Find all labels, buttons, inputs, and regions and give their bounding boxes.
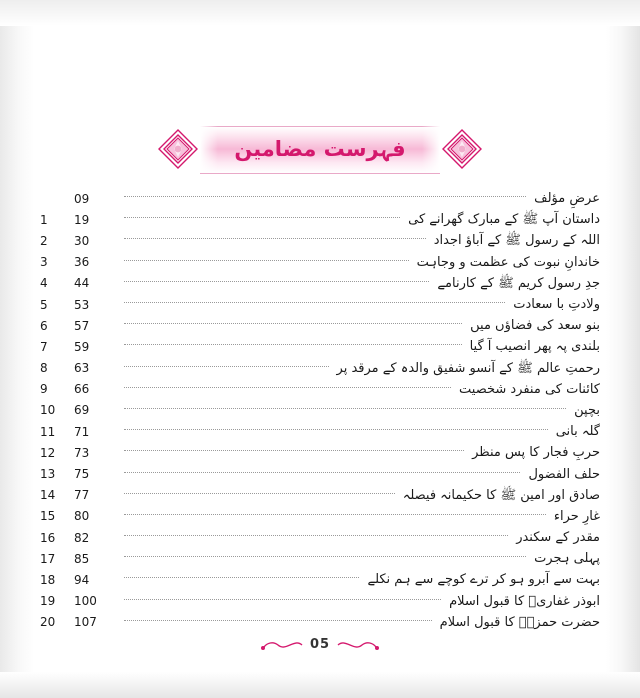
toc-entry-title: داستان آپ ﷺ کے مبارک گھرانے کی xyxy=(408,212,600,228)
toc-entry-index: 19 xyxy=(40,594,56,609)
toc-entry-page: 59 xyxy=(74,339,90,354)
toc-entry-page: 100 xyxy=(74,594,97,609)
toc-leader-dots xyxy=(124,514,546,515)
toc-leader-dots xyxy=(124,472,520,473)
toc-leader-dots xyxy=(124,535,508,536)
footer-page-number: 05 xyxy=(309,637,331,652)
toc-entry-title: عرضِ مؤلف xyxy=(534,191,600,207)
toc-entry-title: بلندی پہ پھر انصیب آ گیا xyxy=(469,339,600,355)
toc-entry-page: 19 xyxy=(74,212,90,227)
toc-row[interactable] xyxy=(40,188,600,209)
toc-row[interactable] xyxy=(40,358,600,379)
toc-row[interactable] xyxy=(40,463,600,484)
toc-entry-page: 107 xyxy=(74,615,97,630)
toc-leader-dots xyxy=(124,408,566,409)
toc-leader-dots xyxy=(124,577,359,578)
diamond-ornament-icon xyxy=(440,127,484,171)
toc-row[interactable] xyxy=(40,209,600,230)
toc-entry-title: حضرت حمزہؓ کا قبول اسلام xyxy=(439,614,600,630)
toc-entry-title: ولادتِ با سعادت xyxy=(513,297,600,313)
toc-entry-title: رحمتِ عالم ﷺ کے آنسو شفیق والدہ کے مرقد پر xyxy=(336,360,600,376)
toc-entry-page: 75 xyxy=(74,467,90,482)
toc-entry-page: 09 xyxy=(74,191,90,206)
toc-row[interactable] xyxy=(40,315,600,336)
toc-entry-page: 53 xyxy=(74,297,90,312)
toc-row[interactable] xyxy=(40,485,600,506)
toc-entry-page: 82 xyxy=(74,530,90,545)
toc-row[interactable] xyxy=(40,400,600,421)
toc-entry-index: 10 xyxy=(40,403,56,418)
toc-entry-index: 13 xyxy=(40,467,56,482)
toc-header xyxy=(152,118,488,180)
toc-entry-index: 15 xyxy=(40,509,56,524)
toc-entry-title: ابوذر غفاریؓ کا قبول اسلام xyxy=(449,593,600,609)
toc-leader-dots xyxy=(124,429,548,430)
toc-leader-dots xyxy=(124,281,429,282)
toc-leader-dots xyxy=(124,387,451,388)
toc-row[interactable] xyxy=(40,273,600,294)
toc-row[interactable] xyxy=(40,548,600,569)
toc-entry-page: 57 xyxy=(74,318,90,333)
toc-entry-page: 85 xyxy=(74,551,90,566)
flourish-ornament-icon xyxy=(336,638,380,652)
toc-entry-index: 7 xyxy=(40,339,48,354)
toc-entry-index: 2 xyxy=(40,233,48,248)
toc-leader-dots xyxy=(124,323,462,324)
toc-row[interactable] xyxy=(40,612,600,633)
toc-leader-dots xyxy=(124,260,409,261)
toc-row[interactable] xyxy=(40,252,600,273)
toc-entry-index: 12 xyxy=(40,445,56,460)
toc-entry-index: 5 xyxy=(40,297,48,312)
toc-entry-title: بچپن xyxy=(574,402,600,418)
toc-entry-page: 36 xyxy=(74,255,90,270)
toc-entry-title: حربِ فجار کا پس منظر xyxy=(472,445,600,461)
toc-entry-title: صادق اور امین ﷺ کا حکیمانہ فیصلہ xyxy=(402,487,600,503)
toc-entry-index: 20 xyxy=(40,615,56,630)
page-title: فہرست مضامین xyxy=(234,136,406,161)
toc-entry-index: 14 xyxy=(40,488,56,503)
toc-row[interactable] xyxy=(40,230,600,251)
toc-leader-dots xyxy=(124,599,441,600)
toc-entry-index: 3 xyxy=(40,255,48,270)
toc-leader-dots xyxy=(124,556,526,557)
toc-entry-page: 44 xyxy=(74,276,90,291)
page-footer xyxy=(0,637,640,652)
toc-leader-dots xyxy=(124,450,464,451)
toc-entry-index: 17 xyxy=(40,551,56,566)
toc-entry-index: 9 xyxy=(40,382,48,397)
toc-entry-page: 80 xyxy=(74,509,90,524)
toc-leader-dots xyxy=(124,302,505,303)
toc-row[interactable] xyxy=(40,379,600,400)
toc-entry-page: 77 xyxy=(74,488,90,503)
toc-entry-page: 69 xyxy=(74,403,90,418)
toc-entry-title: جدِ رسول کریم ﷺ کے کارنامے xyxy=(437,275,600,291)
toc-entry-title: بنو سعد کی فضاؤں میں xyxy=(470,318,600,334)
toc-leader-dots xyxy=(124,196,526,197)
toc-entry-index: 6 xyxy=(40,318,48,333)
toc-entry-index: 18 xyxy=(40,572,56,587)
toc-row[interactable] xyxy=(40,336,600,357)
toc-row[interactable] xyxy=(40,527,600,548)
toc-entry-title: گلہ بانی xyxy=(555,424,600,440)
toc-entry-page: 94 xyxy=(74,572,90,587)
toc-entry-index: 4 xyxy=(40,276,48,291)
toc-leader-dots xyxy=(124,493,395,494)
toc-entry-title: اللہ کے رسول ﷺ کے آباؤ اجداد xyxy=(433,233,600,249)
toc-row[interactable] xyxy=(40,442,600,463)
toc-entry-page: 73 xyxy=(74,445,90,460)
toc-leader-dots xyxy=(124,366,329,367)
toc-entry-page: 66 xyxy=(74,382,90,397)
toc-entry-page: 71 xyxy=(74,424,90,439)
toc-entry-index: 1 xyxy=(40,212,48,227)
diamond-ornament-icon xyxy=(156,127,200,171)
toc-leader-dots xyxy=(124,344,462,345)
toc-leader-dots xyxy=(124,217,400,218)
toc-entry-index: 16 xyxy=(40,530,56,545)
toc-entry-page: 30 xyxy=(74,233,90,248)
table-of-contents xyxy=(40,188,600,633)
toc-row[interactable] xyxy=(40,294,600,315)
toc-entry-title: خاندانِ نبوت کی عظمت و وجاہت xyxy=(416,254,600,270)
toc-row[interactable] xyxy=(40,506,600,527)
toc-entry-index: 8 xyxy=(40,361,48,376)
toc-row[interactable] xyxy=(40,421,600,442)
toc-leader-dots xyxy=(124,620,432,621)
toc-row[interactable] xyxy=(40,569,600,590)
flourish-ornament-icon xyxy=(260,638,304,652)
toc-entry-page: 63 xyxy=(74,361,90,376)
toc-entry-title: بہت سے آبرو ہو کر ترے کوچے سے ہم نکلے xyxy=(367,572,600,588)
toc-entry-title: مقدر کے سکندر xyxy=(516,530,600,546)
toc-entry-title: غارِ حراء xyxy=(553,508,600,524)
toc-entry-title: حلف الفضول xyxy=(528,466,600,482)
toc-row[interactable] xyxy=(40,591,600,612)
toc-entry-title: کائنات کی منفرد شخصیت xyxy=(459,381,600,397)
toc-leader-dots xyxy=(124,238,426,239)
toc-entry-title: پہلی ہجرت xyxy=(534,551,600,567)
toc-entry-index: 11 xyxy=(40,424,56,439)
